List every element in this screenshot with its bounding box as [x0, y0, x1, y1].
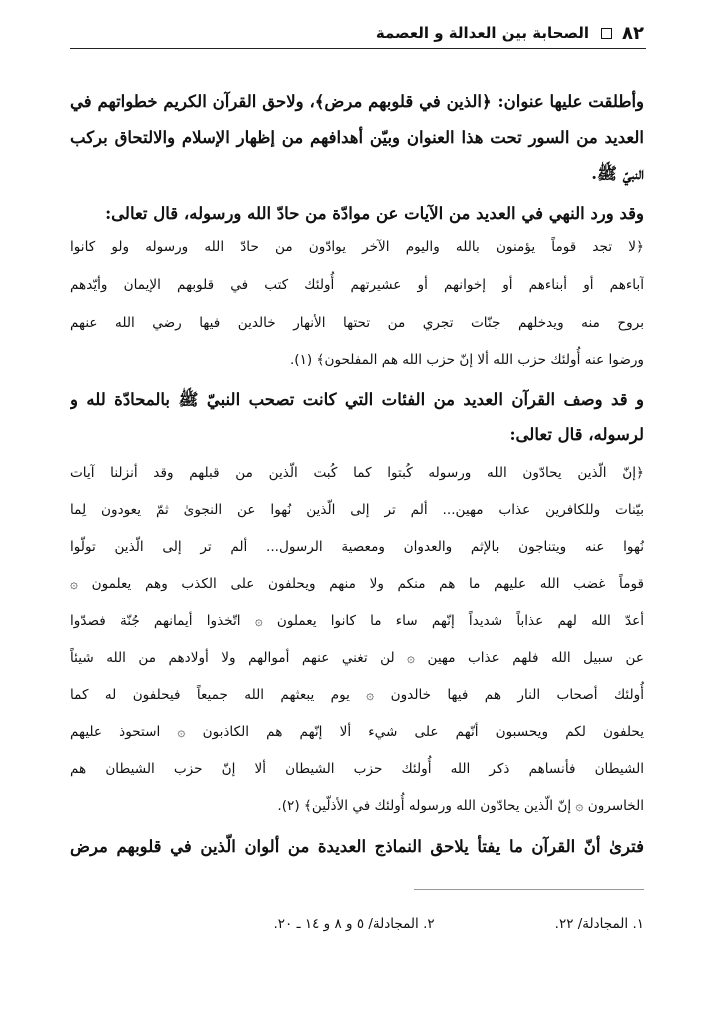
footnote-2: ٢. المجادلة/ ٥ و ٨ و ١٤ ـ ٢٠. — [273, 916, 435, 932]
header-divider — [70, 48, 646, 49]
paragraph-line: و قد وصف القرآن العديد من الفئات التي كانت تصحب النبيّ ﷺ بالمحادّة لله و — [70, 390, 644, 409]
quran-quote-line: الشيطان فأنساهم ذكر الله أُولئك حزب الشيطان ألا إنّ حزب الشيطان هم — [70, 761, 644, 777]
paragraph-line: العديد من السور تحت هذا العنوان وبيّن أهدافهم من إظهار الإسلام والالتحاق بركب — [70, 128, 644, 147]
quran-quote-line: نُهوا عنه ويتناجون بالإثم والعدوان ومعصية الرسول... ألم تر إلى الّذين تولّوا — [70, 539, 644, 555]
footnote-divider — [414, 889, 644, 890]
quran-quote-line: ورضوا عنه أُولئك حزب الله ألا إنّ حزب الله هم المفلحون﴾ (١). — [289, 352, 644, 368]
paragraph-line: وقد ورد النهي في العديد من الآيات عن موادّة من حادّ الله ورسوله، قال تعالى: — [105, 204, 644, 223]
quran-quote-line: الخاسرون ۞ إنّ الّذين يحادّون الله ورسوله أُولئك في الأذلّين﴾ (٢). — [277, 798, 644, 814]
paragraph-line: النبيّ ﷺ. — [591, 164, 644, 183]
page-header — [68, 20, 644, 46]
quran-quote-line: آباءهم أو أبناءهم أو إخوانهم أو عشيرتهم أُولئك كتب في قلوبهم الإيمان وأيّدهم — [70, 277, 644, 293]
quran-quote-line: بيّنات وللكافرين عذاب مهين... ألم تر إلى الّذين نُهوا عن النجوىٰ ثمّ يعودون لِما — [70, 502, 644, 518]
paragraph-line: فترىٰ أنّ القرآن ما يفتأ يلاحق النماذج العديدة من ألوان الّذين في قلوبهم مرض — [70, 837, 644, 856]
quran-quote-line: بروح منه ويدخلهم جنّات تجري من تحتها الأنهار خالدين فيها رضي الله عنهم — [70, 315, 644, 331]
footnote-1: ١. المجادلة/ ٢٢. — [554, 916, 644, 932]
quran-quote-line: ﴿لا تجد قوماً يؤمنون بالله واليوم الآخر يوادّون من حادّ الله ورسوله ولو كانوا — [70, 239, 644, 255]
running-title: الصحابة بين العدالة و العصمة — [375, 24, 590, 42]
quran-quote-line: ﴿إنّ الّذين يحادّون الله ورسوله كُبتوا كما كُبت الّذين من قبلهم وقد أنزلنا آيات — [70, 465, 644, 481]
footnotes — [70, 916, 644, 938]
paragraph-line: وأطلقت عليها عنوان: ﴿الذين في قلوبهم مرض﴾، ولاحق القرآن الكريم خطواتهم في — [70, 92, 644, 111]
paragraph-line: لرسوله، قال تعالى: — [509, 425, 644, 444]
quran-quote-line: أعدّ الله لهم عذاباً شديداً إنّهم ساء ما كانوا يعملون ۞ اتّخذوا أيمانهم جُنّة فصدّوا — [70, 613, 644, 629]
square-separator-icon — [601, 28, 612, 39]
quran-quote-line: أُولئك أصحاب النار هم فيها خالدون ۞ يوم يبعثهم الله جميعاً فيحلفون له كما — [70, 687, 644, 703]
quran-quote-line: قوماً غضب الله عليهم ما هم منكم ولا منهم ويحلفون على الكذب وهم يعلمون ۞ — [70, 576, 644, 592]
quran-quote-line: يحلفون لكم ويحسبون أنّهم على شيء ألا إنّهم هم الكاذبون ۞ استحوذ عليهم — [70, 724, 644, 740]
quran-quote-line: عن سبيل الله فلهم عذاب مهين ۞ لن تغني عنهم أموالهم ولا أولادهم من الله شيئاً — [70, 650, 644, 666]
page-number: ٨٢ — [622, 22, 644, 44]
